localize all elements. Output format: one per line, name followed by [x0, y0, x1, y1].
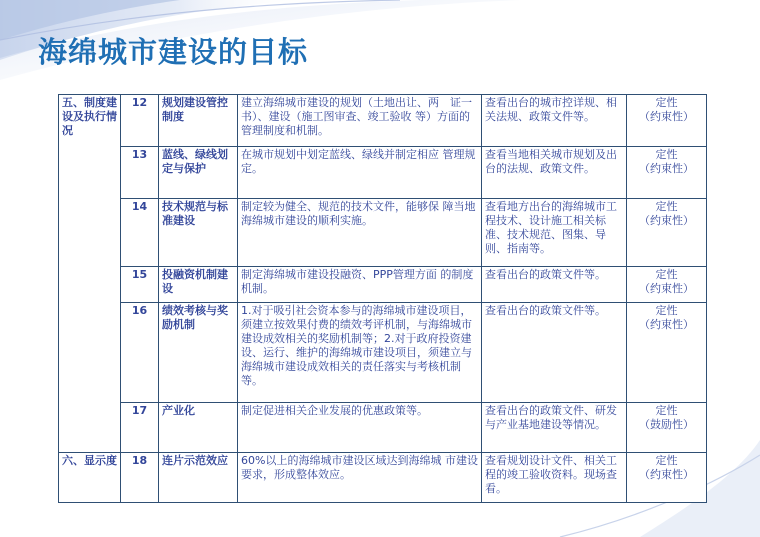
- nature-label: 定性: [655, 404, 678, 417]
- nature-cell: [627, 403, 707, 453]
- indicator-name-cell: 蓝线、绿线划定与保护: [159, 147, 238, 199]
- index-cell: 16: [121, 303, 159, 403]
- nature-label: 定性: [655, 268, 678, 281]
- goal-cell: 60%以上的海绵城市建设区域达到海绵城 市建设要求，形成整体效应。: [238, 453, 482, 503]
- indicator-name-cell: 投融资机制建设: [159, 267, 238, 303]
- method-cell: 查看出台的政策文件等。: [482, 267, 627, 303]
- nature-type: （约束性）: [639, 468, 694, 481]
- goal-cell: 建立海绵城市建设的规划（土地出让、两 证一书）、建设（施工图审查、竣工验收 等）方面的管理制度和机制。: [238, 95, 482, 147]
- table-row: [59, 147, 707, 199]
- table-row: [59, 95, 707, 147]
- nature-type: （约束性）: [639, 282, 694, 295]
- goals-table: [58, 94, 707, 503]
- indicator-name-cell: 规划建设管控制度: [159, 95, 238, 147]
- nature-label: 定性: [655, 304, 678, 317]
- indicator-name-cell: 技术规范与标准建设: [159, 199, 238, 267]
- nature-cell: [627, 453, 707, 503]
- nature-type: （约束性）: [639, 162, 694, 175]
- nature-type: （鼓励性）: [639, 418, 694, 431]
- goal-cell: 在城市规划中划定蓝线、绿线并制定相应 管理规定。: [238, 147, 482, 199]
- nature-label: 定性: [655, 200, 678, 213]
- nature-cell: [627, 95, 707, 147]
- method-cell: 查看地方出台的海绵城市工程技术、设计施工相关标准、技术规范、图集、导则、指南等。: [482, 199, 627, 267]
- nature-label: 定性: [655, 96, 678, 109]
- nature-type: （约束性）: [639, 214, 694, 227]
- table-row: [59, 303, 707, 403]
- nature-cell: [627, 303, 707, 403]
- nature-type: （约束性）: [639, 110, 694, 123]
- table-row: [59, 453, 707, 503]
- nature-cell: [627, 147, 707, 199]
- index-cell: 18: [121, 453, 159, 503]
- table-row: [59, 267, 707, 303]
- goal-cell: 1.对于吸引社会资本参与的海绵城市建设项目，须建立按效果付费的绩效考评机制，与海绵城市建设成效相关的奖励机制等；2.对于政府投资建设、运行、维护的海绵城市建设项目，须建立与海绵城市建设成效相关的责任落实与考核机制等。: [238, 303, 482, 403]
- category-cell: 五、制度建设及执行情况: [59, 95, 121, 453]
- index-cell: 13: [121, 147, 159, 199]
- nature-label: 定性: [655, 148, 678, 161]
- category-cell: 六、显示度: [59, 453, 121, 503]
- nature-cell: [627, 199, 707, 267]
- method-cell: 查看当地相关城市规划及出台的法规、政策文件。: [482, 147, 627, 199]
- slide-title: 海绵城市建设的目标: [38, 35, 309, 69]
- method-cell: 查看出台的城市控详规、相关法规、政策文件等。: [482, 95, 627, 147]
- table-row: [59, 403, 707, 453]
- method-cell: 查看出台的政策文件等。: [482, 303, 627, 403]
- method-cell: 查看规划设计文件、相关工程的竣工验收资料。现场查看。: [482, 453, 627, 503]
- nature-label: 定性: [655, 454, 678, 467]
- indicator-name-cell: 绩效考核与奖励机制: [159, 303, 238, 403]
- indicator-name-cell: 产业化: [159, 403, 238, 453]
- method-cell: 查看出台的政策文件、研发与产业基地建设等情况。: [482, 403, 627, 453]
- index-cell: 15: [121, 267, 159, 303]
- index-cell: 17: [121, 403, 159, 453]
- indicator-name-cell: 连片示范效应: [159, 453, 238, 503]
- nature-type: （约束性）: [639, 318, 694, 331]
- nature-cell: [627, 267, 707, 303]
- goal-cell: 制定促进相关企业发展的优惠政策等。: [238, 403, 482, 453]
- index-cell: 12: [121, 95, 159, 147]
- table-row: [59, 199, 707, 267]
- index-cell: 14: [121, 199, 159, 267]
- goal-cell: 制定海绵城市建设投融资、PPP管理方面 的制度机制。: [238, 267, 482, 303]
- goal-cell: 制定较为健全、规范的技术文件，能够保 障当地海绵城市建设的顺利实施。: [238, 199, 482, 267]
